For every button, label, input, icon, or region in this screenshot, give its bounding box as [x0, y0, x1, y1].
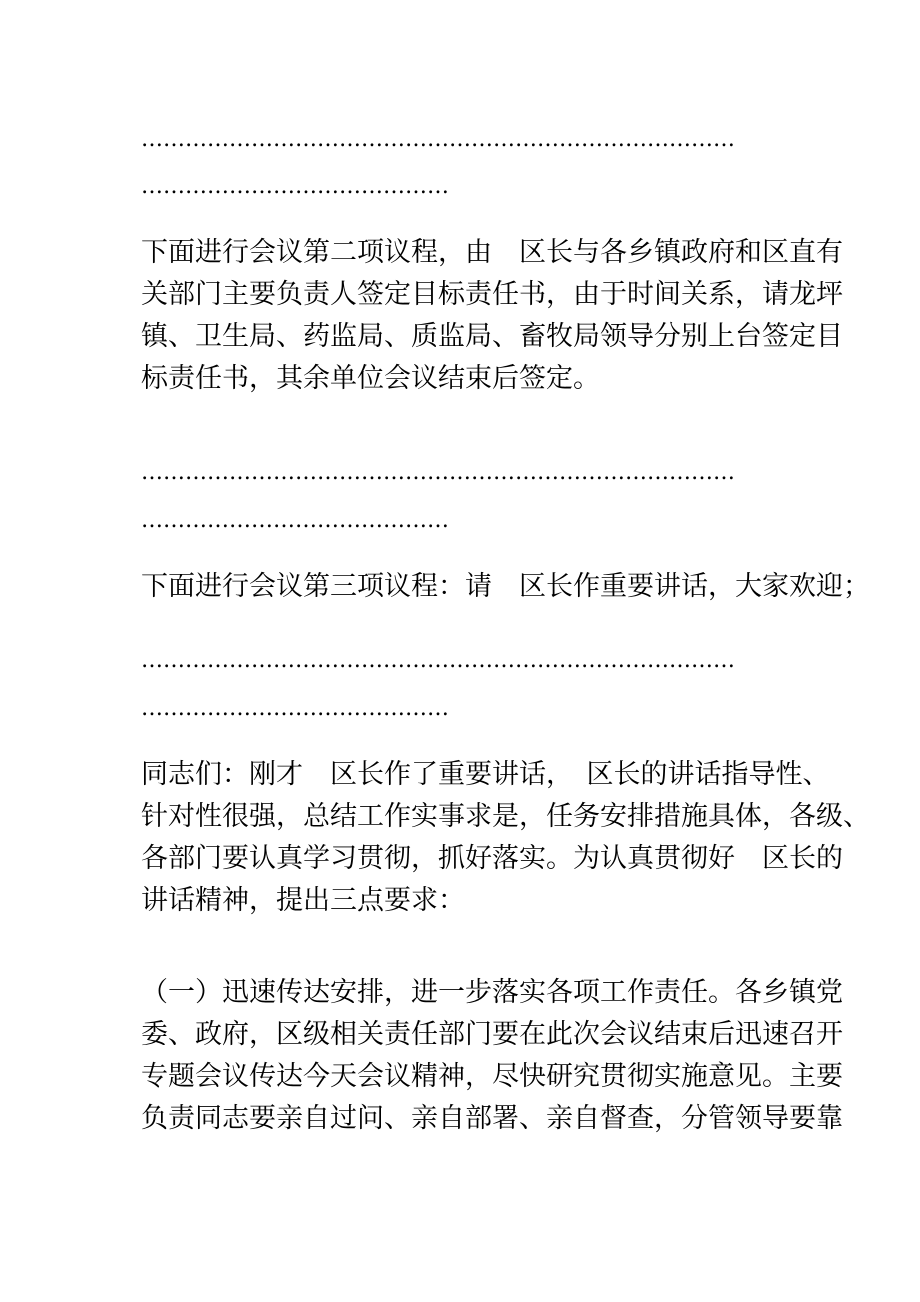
text-line: 委、政府，区级相关责任部门要在此次会议结束后迅速召开 — [141, 1019, 843, 1050]
text-line: 讲话精神，提出三点要求： — [141, 885, 465, 916]
ellipsis-line: ……………………………………………………………………… — [141, 460, 735, 485]
paragraph-agenda-item-three — [141, 566, 870, 608]
paragraph-comrades-remarks — [141, 754, 870, 922]
ellipsis-line: …………………………………… — [141, 508, 449, 533]
ellipsis-line: ……………………………………………………………………… — [141, 648, 735, 673]
ellipsis-line: …………………………………… — [141, 174, 449, 199]
text-line: 针对性很强，总结工作实事求是，任务安排措施具体，各级、 — [141, 801, 870, 832]
text-line: 标责任书，其余单位会议结束后签定。 — [141, 363, 600, 394]
text-line: 各部门要认真学习贯彻，抓好落实。为认真贯彻好 区长的 — [141, 843, 843, 874]
text-line: （一）迅速传达安排，进一步落实各项工作责任。各乡镇党 — [141, 977, 843, 1008]
paragraph-requirement-one — [141, 972, 843, 1140]
text-line: 镇、卫生局、药监局、质监局、畜牧局领导分别上台签定目 — [141, 321, 843, 352]
text-line: 下面进行会议第二项议程，由 区长与各乡镇政府和区直有 — [141, 237, 843, 268]
paragraph-agenda-item-two — [141, 232, 843, 400]
text-line: 同志们：刚才 区长作了重要讲话， 区长的讲话指导性、 — [141, 759, 830, 790]
ellipsis-line: …………………………………… — [141, 696, 449, 721]
text-line: 专题会议传达今天会议精神，尽快研究贯彻实施意见。主要 — [141, 1061, 843, 1092]
text-line: 关部门主要负责人签定目标责任书，由于时间关系，请龙坪 — [141, 279, 843, 310]
text-line: 负责同志要亲自过问、亲自部署、亲自督查，分管领导要靠 — [141, 1103, 843, 1134]
ellipsis-line: ……………………………………………………………………… — [141, 127, 735, 152]
text-line: 下面进行会议第三项议程：请 区长作重要讲话，大家欢迎； — [141, 571, 870, 602]
